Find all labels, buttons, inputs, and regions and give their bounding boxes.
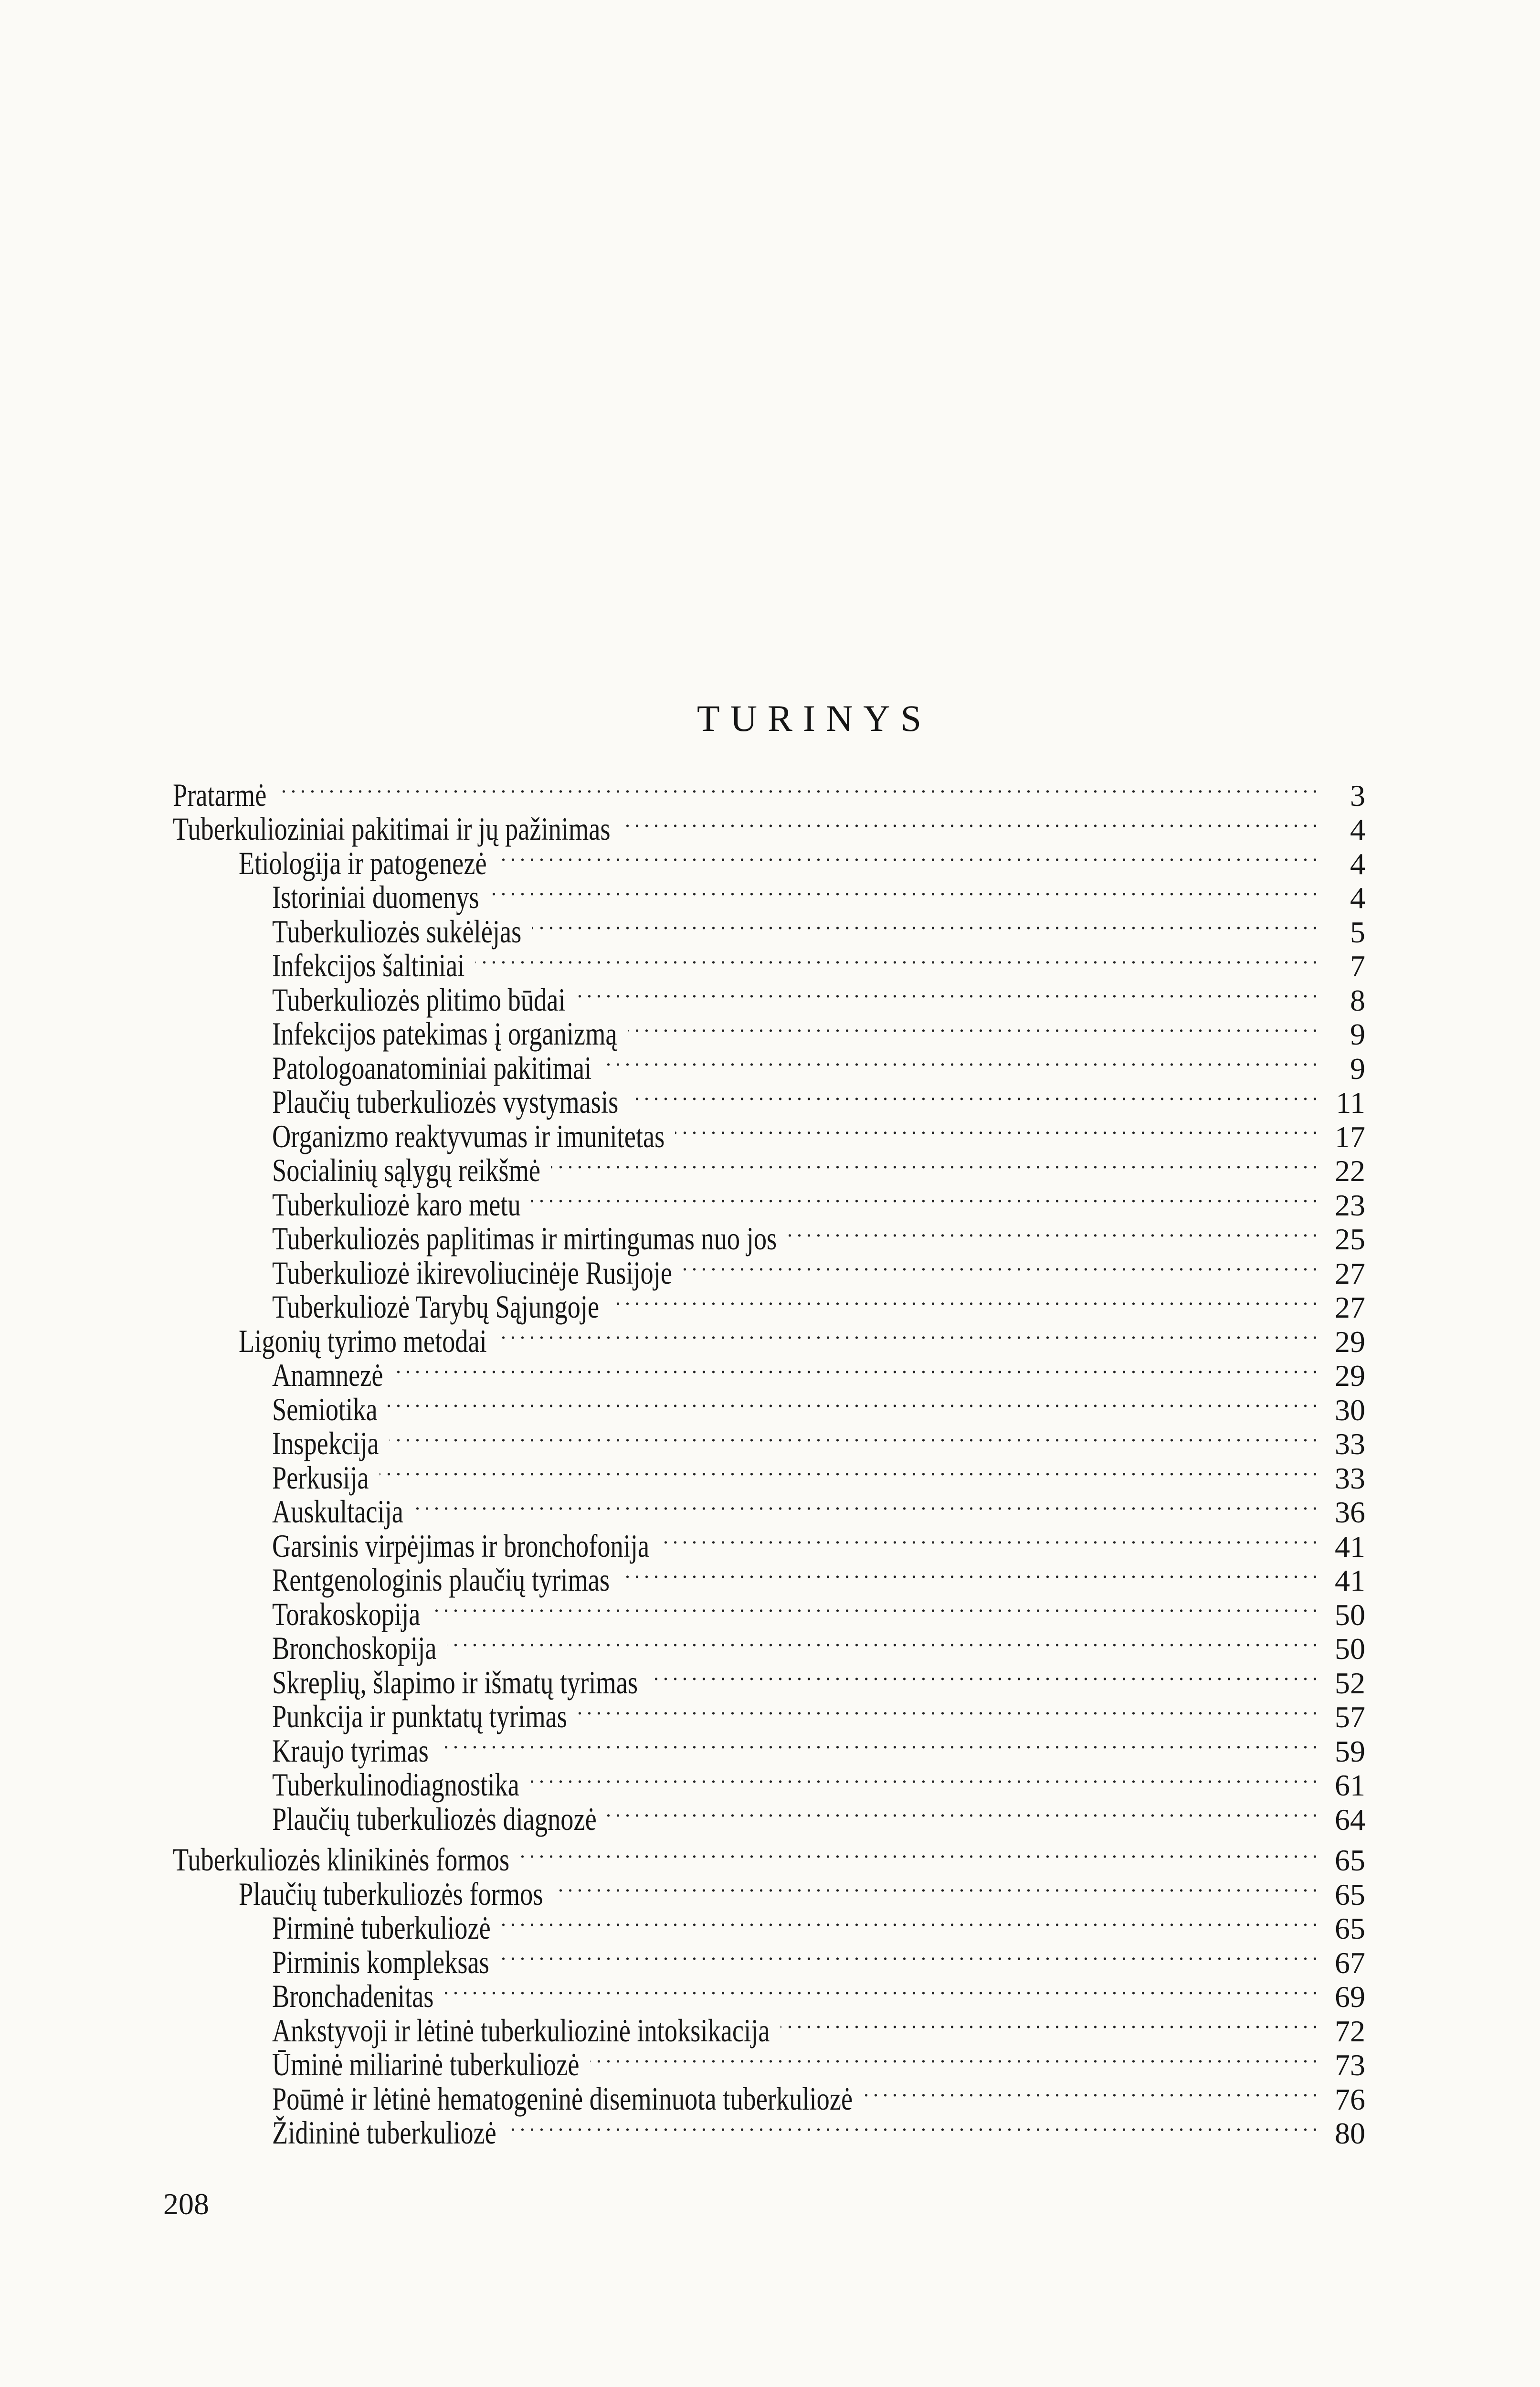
toc-entry <box>173 942 1365 983</box>
toc-entry-label: Patologoanatominiai pakitimai <box>272 1049 592 1086</box>
toc-entry <box>173 1011 1365 1052</box>
toc-entry <box>173 1249 1365 1291</box>
toc-entry <box>173 1557 1365 1598</box>
toc-entry-page: 33 <box>1335 1461 1365 1495</box>
toc-entry-label: Poūmė ir lėtinė hematogeninė diseminuota tuberkuliozė <box>272 2080 853 2117</box>
toc-entry <box>173 1591 1365 1632</box>
dot-leader <box>380 1454 1318 1489</box>
dot-leader <box>675 1113 1318 1147</box>
toc-entry-label: Tuberkulinodiagnostika <box>272 1766 519 1803</box>
toc-entry-page: 29 <box>1335 1359 1365 1393</box>
toc-entry-page: 65 <box>1335 1912 1365 1945</box>
toc-entry-label: Pratarmė <box>173 776 267 813</box>
toc-entry-label: Plaučių tuberkuliozės vystymasis <box>272 1084 619 1120</box>
toc-entry <box>173 1762 1365 1803</box>
dot-leader <box>444 1973 1318 2007</box>
toc-entry <box>173 1659 1365 1700</box>
toc-entry <box>173 1727 1365 1769</box>
toc-entry <box>173 874 1365 915</box>
page-number: 208 <box>163 2187 209 2221</box>
toc-entry <box>173 2041 1365 2082</box>
toc-entry-label: Tuberkuliozė karo metu <box>272 1186 521 1223</box>
dot-leader <box>499 1939 1318 1973</box>
toc-entry-label: Ankstyvoji ir lėtinė tuberkuliozinė intoksikacija <box>272 2012 770 2049</box>
toc-entry-label: Organizmo reaktyvumas ir imunitetas <box>272 1118 665 1154</box>
toc-entry-page: 33 <box>1335 1427 1365 1461</box>
dot-leader <box>532 908 1318 942</box>
toc-entry-page: 27 <box>1335 1256 1365 1290</box>
toc-entry <box>173 2110 1365 2151</box>
dot-leader <box>393 1352 1318 1386</box>
toc-entry-label: Infekcijos šaltiniai <box>272 947 465 983</box>
toc-entry-label: Anamnezė <box>272 1357 383 1393</box>
toc-entry-page: 29 <box>1335 1324 1365 1359</box>
toc-entry-page: 23 <box>1335 1188 1365 1222</box>
dot-leader <box>277 771 1318 806</box>
dot-leader <box>576 976 1318 1011</box>
dot-leader <box>610 1284 1318 1318</box>
dot-leader <box>507 2110 1318 2144</box>
toc-entry-label: Pirminis kompleksas <box>272 1943 489 1980</box>
toc-entry-page: 50 <box>1335 1632 1365 1666</box>
toc-entry <box>173 1147 1365 1188</box>
toc-entry <box>173 1693 1365 1734</box>
toc-entry-label: Punkcija ir punktatų tyrimas <box>272 1698 567 1734</box>
toc-entry-page: 76 <box>1335 2082 1365 2116</box>
toc-entry-label: Socialinių sąlygų reikšmė <box>272 1152 541 1188</box>
dot-leader <box>602 1045 1318 1079</box>
toc-entry-page: 57 <box>1335 1700 1365 1734</box>
toc-entry-label: Tuberkuliozės plitimo būdai <box>272 981 566 1018</box>
dot-leader <box>629 1079 1318 1113</box>
dot-leader <box>607 1796 1318 1830</box>
toc-entry <box>173 1796 1365 1837</box>
toc-entry <box>173 1386 1365 1427</box>
toc-entry-label: Tuberkuliozės sukėlėjas <box>272 913 522 950</box>
toc-entry-page: 67 <box>1335 1945 1365 1980</box>
toc-entry-label: Tuberkuliozė Tarybų Sąjungoje <box>272 1289 600 1325</box>
toc-entry <box>173 1181 1365 1223</box>
toc-entry-label: Tuberkuliozės klinikinės formos <box>173 1841 510 1878</box>
dot-leader <box>475 942 1318 977</box>
dot-leader <box>520 1837 1318 1871</box>
toc-entry <box>173 1045 1365 1086</box>
toc-entry-label: Tuberkulioziniai pakitimai ir jų pažinimas <box>173 811 611 847</box>
toc-entry <box>173 908 1365 950</box>
dot-leader <box>787 1215 1318 1250</box>
dot-leader <box>551 1147 1318 1182</box>
toc-entry <box>173 1905 1365 1946</box>
toc-entry-label: Pirminė tuberkuliozė <box>272 1910 491 1946</box>
toc-entry <box>173 1870 1365 1912</box>
dot-leader <box>781 2007 1318 2041</box>
toc-entry <box>173 2075 1365 2117</box>
dot-leader <box>660 1522 1318 1557</box>
toc-entry <box>173 976 1365 1018</box>
dot-leader <box>431 1591 1318 1625</box>
toc-entry-page: 9 <box>1350 1017 1365 1051</box>
toc-entry-label: Ūminė miliarinė tuberkuliozė <box>272 2046 580 2082</box>
toc-entry <box>173 1284 1365 1325</box>
toc-entry-page: 36 <box>1335 1495 1365 1529</box>
toc-entry <box>173 1318 1365 1359</box>
toc-entry-label: Perkusija <box>272 1459 369 1496</box>
dot-leader <box>590 2041 1318 2076</box>
toc-entry-page: 69 <box>1335 1980 1365 2014</box>
toc-entry <box>173 1215 1365 1257</box>
toc-entry <box>173 1837 1365 1878</box>
toc-entry-page: 59 <box>1335 1734 1365 1768</box>
toc-entry <box>173 1625 1365 1666</box>
toc-entry-page: 64 <box>1335 1802 1365 1837</box>
dot-leader <box>388 1386 1318 1420</box>
dot-leader <box>863 2075 1318 2110</box>
dot-leader <box>578 1693 1318 1728</box>
toc-entry-page: 3 <box>1350 778 1365 813</box>
toc-entry-label: Židininė tuberkuliozė <box>272 2114 496 2151</box>
toc-entry <box>173 1352 1365 1393</box>
toc-entry-page: 17 <box>1335 1120 1365 1154</box>
toc-entry <box>173 1522 1365 1564</box>
toc-entry-label: Bronchadenitas <box>272 1978 434 2014</box>
toc-entry-label: Infekcijos patekimas į organizmą <box>272 1015 617 1052</box>
toc-entry-page: 22 <box>1335 1154 1365 1188</box>
toc-entry <box>173 1489 1365 1530</box>
dot-leader <box>683 1249 1318 1284</box>
toc-entry-label: Tuberkuliozė ikirevoliucinėje Rusijoje <box>272 1254 673 1291</box>
toc-entry-label: Ligonių tyrimo metodai <box>239 1322 487 1359</box>
table-of-contents <box>173 771 1365 2151</box>
toc-entry-label: Rentgenologinis plaučių tyrimas <box>272 1562 610 1598</box>
toc-entry-page: 41 <box>1335 1563 1365 1597</box>
toc-entry-label: Garsinis virpėjimas ir bronchofonija <box>272 1527 650 1564</box>
toc-entry <box>173 1973 1365 2014</box>
toc-entry-page: 41 <box>1335 1529 1365 1563</box>
dot-leader <box>531 1181 1318 1215</box>
toc-entry <box>173 1113 1365 1154</box>
toc-entry-label: Plaučių tuberkuliozės diagnozė <box>272 1800 597 1837</box>
toc-entry-page: 80 <box>1335 2116 1365 2150</box>
toc-entry-page: 4 <box>1350 881 1365 915</box>
toc-entry-page: 30 <box>1335 1393 1365 1427</box>
toc-entry <box>173 1420 1365 1461</box>
dot-leader <box>621 806 1318 840</box>
toc-entry-page: 52 <box>1335 1666 1365 1700</box>
dot-leader <box>530 1762 1318 1796</box>
toc-entry-label: Inspekcija <box>272 1425 379 1461</box>
toc-entry-page: 4 <box>1350 846 1365 881</box>
dot-leader <box>439 1727 1318 1762</box>
dot-leader <box>414 1489 1318 1523</box>
toc-entry-page: 73 <box>1335 2048 1365 2082</box>
toc-entry-page: 61 <box>1335 1768 1365 1802</box>
dot-leader <box>628 1011 1318 1045</box>
toc-entry-page: 8 <box>1350 983 1365 1017</box>
toc-entry <box>173 1454 1365 1496</box>
toc-entry-page: 5 <box>1350 915 1365 949</box>
dot-leader <box>648 1659 1318 1693</box>
toc-entry <box>173 771 1365 813</box>
dot-leader <box>501 1905 1318 1939</box>
toc-entry-label: Skreplių, šlapimo ir išmatų tyrimas <box>272 1664 638 1700</box>
dot-leader <box>620 1557 1318 1591</box>
dot-leader <box>497 1318 1318 1352</box>
toc-entry-page: 65 <box>1335 1877 1365 1912</box>
toc-entry <box>173 1079 1365 1120</box>
toc-entry-page: 25 <box>1335 1222 1365 1256</box>
toc-entry-label: Bronchoskopija <box>272 1630 437 1666</box>
toc-entry <box>173 806 1365 847</box>
toc-entry-label: Plaučių tuberkuliozės formos <box>239 1875 543 1912</box>
toc-entry <box>173 1939 1365 1980</box>
toc-entry-page: 4 <box>1350 813 1365 846</box>
dot-leader <box>490 874 1318 908</box>
toc-entry <box>173 840 1365 881</box>
toc-entry-label: Torakoskopija <box>272 1595 421 1632</box>
dot-leader <box>447 1625 1318 1659</box>
toc-entry-page: 50 <box>1335 1597 1365 1632</box>
toc-entry-label: Semiotika <box>272 1391 378 1427</box>
toc-entry-label: Istoriniai duomenys <box>272 879 479 915</box>
toc-entry-page: 11 <box>1336 1086 1365 1120</box>
toc-title: TURINYS <box>697 697 932 739</box>
toc-entry-page: 9 <box>1350 1051 1365 1086</box>
toc-entry-label: Etiologija ir patogenezė <box>239 845 487 881</box>
toc-entry <box>173 2007 1365 2049</box>
dot-leader <box>554 1870 1318 1905</box>
toc-entry-page: 65 <box>1335 1843 1365 1877</box>
dot-leader <box>390 1420 1318 1455</box>
toc-entry-page: 27 <box>1335 1290 1365 1324</box>
toc-entry-label: Kraujo tyrimas <box>272 1732 429 1769</box>
toc-entry-page: 72 <box>1335 2014 1365 2048</box>
toc-entry-label: Tuberkuliozės paplitimas ir mirtingumas nuo jos <box>272 1220 777 1257</box>
toc-entry-page: 7 <box>1350 949 1365 983</box>
toc-entry-label: Auskultacija <box>272 1493 403 1530</box>
dot-leader <box>497 840 1318 874</box>
